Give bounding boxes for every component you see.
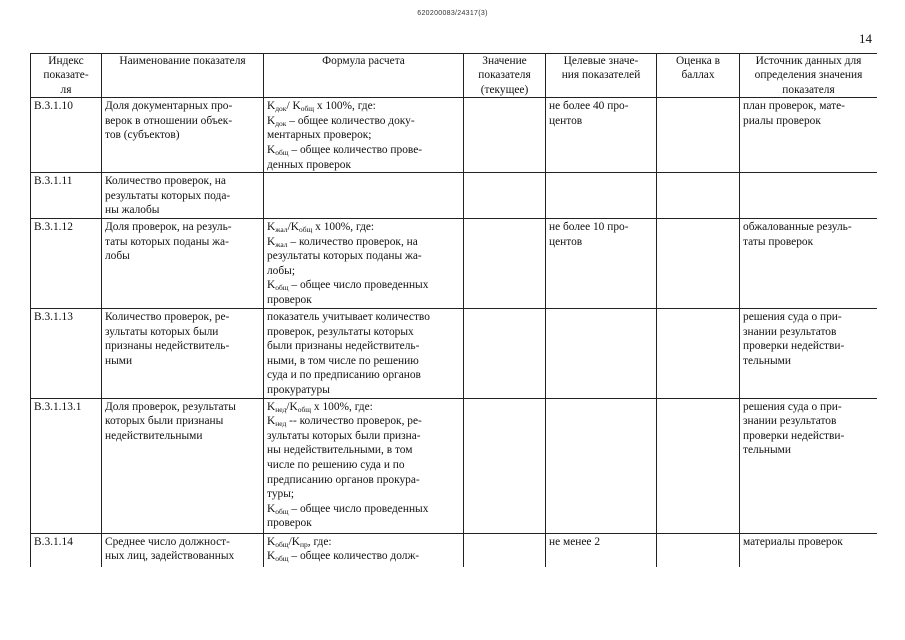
indicator-name-cell: Доля проверок, на резуль- таты которых поданы жа- лобы	[102, 218, 264, 308]
data-source-cell: план проверок, мате- риалы проверок	[740, 98, 878, 173]
formula-cell	[264, 218, 464, 308]
formula-subscript: общ	[300, 104, 315, 114]
table-row	[31, 308, 878, 398]
formula-subscript: док	[275, 104, 287, 114]
page-number: 14	[859, 31, 872, 46]
formula-subscript: нед	[275, 404, 287, 414]
header-formula: Формула расчета	[264, 54, 464, 98]
document-id: 620200083/24317(3)	[417, 10, 488, 17]
score-cell	[657, 533, 740, 567]
target-value-cell	[546, 308, 657, 398]
table-row	[31, 533, 878, 567]
formula-text: x 100%, где: K	[267, 220, 375, 248]
indicator-name-cell: Доля проверок, результаты которых были признаны недействительными	[102, 398, 264, 533]
formula-subscript: док	[275, 118, 287, 128]
score-cell	[657, 398, 740, 533]
formula-text: K	[267, 535, 276, 548]
target-value-cell: не менее 2	[546, 533, 657, 567]
indicator-index-cell: В.3.1.11	[31, 173, 102, 219]
current-value-cell	[464, 98, 546, 173]
formula-subscript: нед	[275, 419, 287, 429]
data-source-cell: решения суда о при- знании результатов проверки недействи- тельными	[740, 308, 878, 398]
formula-subscript: общ	[297, 404, 312, 414]
formula-text: K	[267, 100, 276, 113]
formula-subscript: жал	[275, 224, 288, 234]
formula-text: K	[267, 400, 276, 413]
header-score: Оценка в баллах	[657, 54, 740, 98]
formula-text: /K	[288, 535, 300, 548]
formula-cell	[264, 398, 464, 533]
header-index: Индекс показате- ля	[31, 54, 102, 98]
formula-subscript: общ	[275, 283, 289, 293]
formula-text: /K	[287, 220, 299, 233]
table-row	[31, 173, 878, 219]
formula-subscript: общ	[275, 506, 289, 516]
table-row	[31, 98, 878, 173]
formula-subscript: общ	[275, 539, 289, 549]
indicator-index-cell: В.3.1.12	[31, 218, 102, 308]
formula-cell	[264, 308, 464, 398]
target-value-cell	[546, 398, 657, 533]
table-row	[31, 218, 878, 308]
formula-text: показатель учитывает количество проверок, результаты которых были признаны недействитель- ными, в том числе по решению суда и по предписанию органов прокуратуры	[267, 310, 430, 396]
formula-text: , где: K	[267, 535, 332, 563]
formula-text: – количество проверок, на результаты которых поданы жа- лобы; K	[267, 235, 422, 292]
indicator-index-cell: В.3.1.13	[31, 308, 102, 398]
formula-text: – общее количество прове- денных проверок	[267, 144, 423, 171]
current-value-cell	[464, 173, 546, 219]
score-cell	[657, 98, 740, 173]
formula-text: -- количество проверок, ре- зультаты которых были призна- ны недействительными, в том числе по решению суда и по предписанию органов прокура- туры; K	[267, 415, 422, 515]
current-value-cell	[464, 308, 546, 398]
indicator-index-cell: В.3.1.13.1	[31, 398, 102, 533]
current-value-cell	[464, 398, 546, 533]
data-source-cell: материалы проверок	[740, 533, 878, 567]
indicator-name-cell: Количество проверок, ре- зультаты которых были признаны недействитель- ными	[102, 308, 264, 398]
formula-cell	[264, 98, 464, 173]
formula-text: K	[267, 220, 276, 233]
formula-subscript: общ	[275, 148, 289, 157]
data-source-cell	[740, 173, 878, 219]
indicator-index-cell: В.3.1.10	[31, 98, 102, 173]
target-value-cell: не более 40 про- центов	[546, 98, 657, 173]
formula-text: – общее количество доку- ментарных проверок; K	[267, 114, 415, 156]
header-target-value: Целевые значе- ния показателей	[546, 54, 657, 98]
formula-text: /K	[286, 400, 298, 413]
formula-text: – общее число проведенных проверок	[267, 502, 429, 530]
indicator-index-cell: В.3.1.14	[31, 533, 102, 567]
header-data-source: Источник данных для определения значения показателя	[740, 54, 878, 98]
formula-text: x 100%, где: K	[267, 100, 376, 127]
formula-cell	[264, 173, 464, 219]
formula-text: – общее число проведенных проверок	[267, 279, 429, 306]
formula-text: x 100%, где: K	[267, 400, 373, 428]
target-value-cell	[546, 173, 657, 219]
formula-subscript: жал	[275, 239, 288, 249]
score-cell	[657, 218, 740, 308]
formula-text: – общее количество долж-	[288, 550, 420, 563]
data-source-cell: обжалованные резуль- таты проверок	[740, 218, 878, 308]
current-value-cell	[464, 218, 546, 308]
indicator-name-cell: Количество проверок, на результаты которых пода- ны жалобы	[102, 173, 264, 219]
formula-subscript: общ	[298, 224, 313, 234]
indicators-table-container	[30, 53, 877, 567]
table-row	[31, 398, 878, 533]
formula-text: / K	[286, 100, 301, 113]
score-cell	[657, 173, 740, 219]
score-cell	[657, 308, 740, 398]
formula-subscript: общ	[275, 554, 289, 564]
indicators-table	[30, 53, 877, 567]
formula-cell	[264, 533, 464, 567]
header-current-value: Значение показателя (текущее)	[464, 54, 546, 98]
data-source-cell: решения суда о при- знании результатов проверки недействи- тельными	[740, 398, 878, 533]
header-name: Наименование показателя	[102, 54, 264, 98]
table-header-row	[31, 54, 878, 98]
indicator-name-cell: Доля документарных про- верок в отношении объек- тов (субъектов)	[102, 98, 264, 173]
target-value-cell: не более 10 про- центов	[546, 218, 657, 308]
indicator-name-cell: Среднее число должност- ных лиц, задействованных	[102, 533, 264, 567]
current-value-cell	[464, 533, 546, 567]
formula-subscript: пр	[299, 539, 308, 549]
